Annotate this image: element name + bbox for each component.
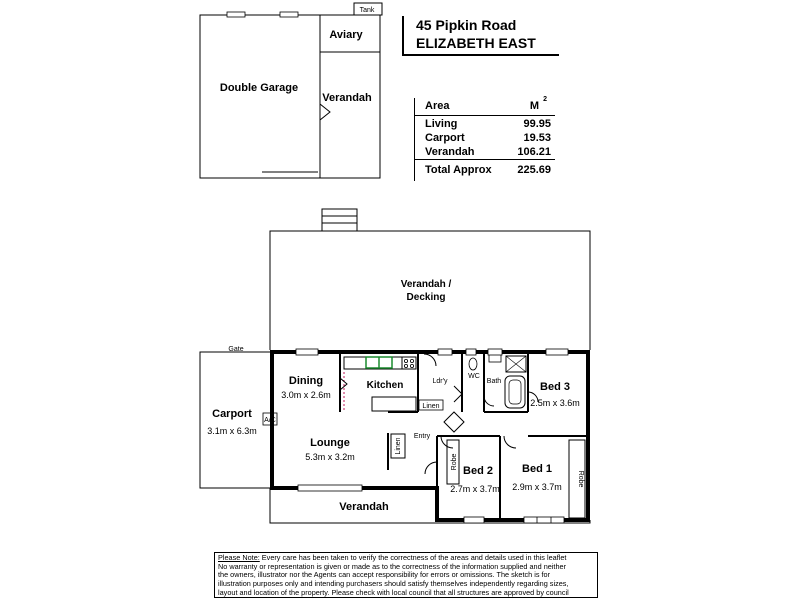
- bed3-dimensions: 2.5m x 3.6m: [530, 398, 580, 408]
- decking-outline: [270, 231, 590, 350]
- garage-window: [227, 12, 245, 17]
- lounge-dimensions: 5.3m x 3.2m: [305, 452, 355, 462]
- bathtub-icon: [505, 376, 525, 408]
- suburb-title: ELIZABETH EAST: [416, 35, 536, 51]
- note-line-2: No warranty or representation is given or made as to the correctness of the information supplied and neither: [218, 561, 567, 571]
- bed1-window: [524, 517, 564, 523]
- window: [488, 349, 502, 355]
- carport-dimensions: 3.1m x 6.3m: [207, 426, 257, 436]
- double-garage-label: Double Garage: [219, 82, 299, 94]
- laundry-label: Ldr'y: [432, 378, 448, 385]
- area-heading: Area: [425, 100, 450, 112]
- area-row-value: 106.21: [517, 146, 551, 158]
- toilet-icon: [469, 358, 477, 370]
- carport-outline: [200, 352, 272, 488]
- entry-linen-label: Linen: [395, 437, 402, 455]
- disclaimer-note: [214, 552, 598, 598]
- bed1-door: [504, 436, 516, 448]
- bed1-label: Bed 1: [522, 463, 552, 475]
- entry-label: Entry: [413, 433, 431, 440]
- area-row-value: 19.53: [523, 132, 551, 144]
- area-row-name: Verandah: [425, 146, 475, 158]
- bed2-robe-label: Robe: [451, 453, 458, 471]
- stove-icon: [402, 357, 416, 369]
- linen-label: Linen: [422, 403, 440, 410]
- bed1-dimensions: 2.9m x 3.7m: [512, 482, 562, 492]
- aviary-label: Aviary: [329, 29, 363, 41]
- note-line-3: the owners, illustrator nor the Agents can accept responsibility for errors or omissions. The sketch is for: [218, 570, 551, 580]
- area-unit-sup: 2: [543, 96, 547, 103]
- dining-label: Dining: [288, 375, 324, 387]
- dining-dimensions: 3.0m x 2.6m: [281, 390, 331, 400]
- area-row-name: Carport: [425, 132, 465, 144]
- bed2-dimensions: 2.7m x 3.7m: [450, 484, 500, 494]
- ac-label: A/C: [264, 417, 276, 424]
- area-total-name: Total Approx: [425, 164, 492, 176]
- verandah-decking-label-1: Verandah /: [400, 279, 452, 290]
- window: [438, 349, 452, 355]
- verandah-decking-label-2: Decking: [406, 292, 446, 303]
- area-total-value: 225.69: [517, 164, 551, 176]
- area-row-value: 99.95: [523, 118, 551, 130]
- bed1-robe-label: Robe: [577, 470, 584, 488]
- area-row-name: Living: [425, 118, 458, 130]
- bed3-label: Bed 3: [540, 381, 570, 393]
- front-door: [425, 462, 437, 474]
- laundry-door: [424, 354, 436, 366]
- lounge-window: [298, 485, 362, 491]
- front-verandah-label: Verandah: [339, 501, 389, 513]
- steps: [322, 209, 357, 231]
- area-unit: M: [529, 100, 539, 112]
- note-line-4: illustration purposes only and intending purchasers should satisfy themselves independently regarding sizes,: [218, 579, 569, 589]
- bed2-window: [464, 517, 484, 523]
- wc-door: [454, 386, 462, 402]
- note-label: Please Note:: [218, 553, 260, 562]
- carport-label: Carport: [212, 408, 252, 420]
- verandah-door-swing: [320, 104, 330, 120]
- window: [296, 349, 318, 355]
- lounge-label: Lounge: [310, 437, 350, 449]
- note-line-1: Every care has been taken to verify the correctness of the areas and details used in this leaflet: [259, 553, 567, 562]
- note-line-5: layout and location of the property. Please check with local council that all structures are approved by council: [218, 587, 569, 597]
- garage-window: [280, 12, 298, 17]
- window: [546, 349, 568, 355]
- kitchen-label: Kitchen: [366, 380, 404, 391]
- wc-label: WC: [468, 373, 480, 380]
- bed2-label: Bed 2: [463, 465, 493, 477]
- tank-label: Tank: [359, 7, 375, 14]
- window: [466, 349, 476, 355]
- outbuilding-verandah-label: Verandah: [322, 92, 372, 104]
- gate-label: Gate: [228, 346, 244, 353]
- hall-junction: [444, 412, 464, 432]
- bath-label: Bath: [486, 378, 502, 385]
- kitchen-bench: [372, 397, 416, 411]
- bath-door: [484, 396, 494, 406]
- address-title: 45 Pipkin Road: [416, 17, 517, 33]
